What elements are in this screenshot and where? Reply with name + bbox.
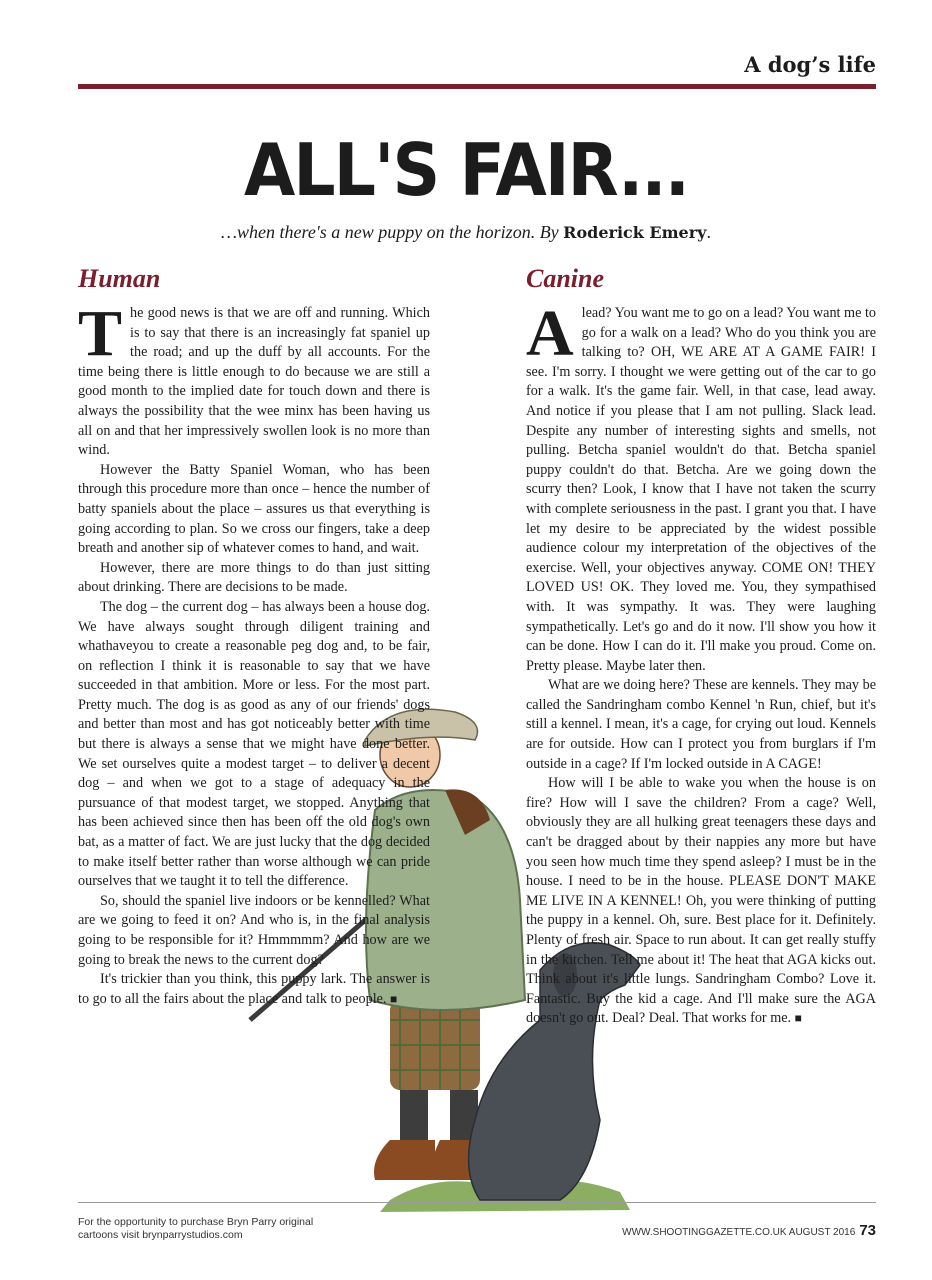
canine-paragraph-2: What are we doing here? These are kennels. They may be called the Sandringham combo Kennel 'n Run, chief, but it's still a kennel. I mean, it's a cage, for crying out loud. Kennels are for outside. How can I protect you from burglars if I'm outside in a cage? If I'm locked outside in A CAGE! — [526, 677, 876, 772]
canine-end-mark: ■ — [794, 1011, 802, 1026]
canine-column — [526, 297, 876, 1029]
canine-heading: Canine — [526, 264, 605, 293]
human-paragraph-5: So, should the spaniel live indoors or be kennelled? What are we going to feed it on? And who is, in the final analysis going to be responsible for it? Hmmmmm? And how are we going to break the news to the current dog? — [78, 892, 430, 968]
human-end-mark: ■ — [390, 991, 398, 1006]
human-paragraph-1: he good news is that we are off and running. Which is to say that there is an increasingly fat spaniel up the road; and up the duff by all accounts. For the time being there is little enough to do because we are still a good month to the implied date for touch down and there is always the possibility that the wee minx has been having us all on and that her impressively swollen look is no more than wind. — [78, 305, 430, 459]
footer-folio — [622, 1222, 876, 1239]
human-paragraph-2: However the Batty Spaniel Woman, who has been through this procedure more than once – hence the number of batty spaniels about the place – assures us that everything is going according to plan. So we cross our fingers, take a deep breath and another sip of whatever comes to hand, and wait. — [78, 461, 430, 557]
human-dropcap: T — [78, 297, 123, 370]
canine-paragraph-1: lead? You want me to go on a lead? You want me to go for a walk on a lead? Who do you think you are talking to? OH, WE ARE AT A GAME FAIR! I see. I'm sorry. I thought we were getting out of the car to go for a walk. It's the game fair. Well, in that case, lead away. And notice if you please that I am not pulling. Slack lead. Despite any number of interesting sights and smells, not pulling. Betcha spaniel wouldn't do that. Betcha spaniel puppy couldn't do that. Betcha. Are we going down the scurry then? Look, I know that I have not taken the scurry with complete seriousness in the past. I grant you that. I have let my desire to be appreciated by the widest possible audience colour my interpretation of the objectives of the exercise. Well, your objectives anyway. COME ON! THEY LOVED US! OK. They loved me. You, they sympathised with. It was sympathy. It was. They were laughing sympathetically. Let's go and do it now. I'll show you how it can be done. How I can do it. I'll make you proud. Come on. Pretty please. Maybe later then. — [526, 305, 876, 674]
human-paragraph-6: It's trickier than you think, this puppy lark. The answer is to go to all the fairs about the place and talk to people. — [78, 971, 430, 1007]
standfirst-text: …when there's a new puppy on the horizon. By — [221, 222, 564, 242]
bottom-rule — [78, 1202, 876, 1203]
top-rule — [78, 84, 876, 89]
human-column — [78, 297, 430, 1009]
author-name: Roderick Emery — [563, 223, 707, 242]
human-heading: Human — [78, 264, 161, 293]
section-label: A dog’s life — [744, 52, 876, 77]
footer-site-issue: WWW.SHOOTINGGAZETTE.CO.UK AUGUST 2016 — [622, 1227, 856, 1238]
canine-paragraph-3: How will I be able to wake you when the house is on fire? How will I save the children? From a cage? Well, obviously they are all hulking great teenagers these days and can't be dragged about by their nappies any more but have you seen how much time they spend asleep? I must be in the house. I need to be in the house. PLEASE DON'T MAKE ME LIVE IN A KENNEL! Oh, you were thinking of putting the puppy in a kennel. Oh, sure. Best place for it. Definitely. Plenty of fresh air. Space to run about. It can get really stuffy in the kitchen. Tell me about it! The heat that AGA kicks out. Think about it's little lungs. Sandringham Combo? Love it. Fantastic. Buy the kid a cage. And I'll make sure the AGA doesn't go out. Deal? Deal. That works for me. — [526, 775, 876, 1027]
human-paragraph-3: However, there are more things to do than just sitting about drinking. There are decisions to be made. — [78, 559, 430, 596]
canine-dropcap: A — [526, 297, 574, 370]
standfirst — [0, 222, 932, 243]
standfirst-end: . — [706, 222, 711, 242]
human-paragraph-4: The dog – the current dog – has always been a house dog. We have always sought through diligent training and whathaveyou to create a reasonable peg dog and, to be fair, on reflection I think it is reasonable to say that we have succeeded in that ambition. More or less. For the most part. Pretty much. The dog is as good as any of our friends' dogs and better than most and has got noticeably better with time but there is always a sense that we might have done better. We set ourselves quite a modest target – to deliver a decent dog – and when we got to a stage of adequacy in the pursuance of that modest target, we stopped. Anything that has been achieved since then has been off the old dog's own bat, as a matter of fact. We are just lucky that the dog decided to make itself better rather than worse although we can pride ourselves that we taught it to tell the difference. — [78, 598, 430, 890]
page-number: 73 — [859, 1222, 876, 1239]
headline: ALL'S FAIR... — [243, 128, 689, 212]
footer-credit: For the opportunity to purchase Bryn Parry original cartoons visit brynparrystudios.com — [78, 1216, 314, 1241]
